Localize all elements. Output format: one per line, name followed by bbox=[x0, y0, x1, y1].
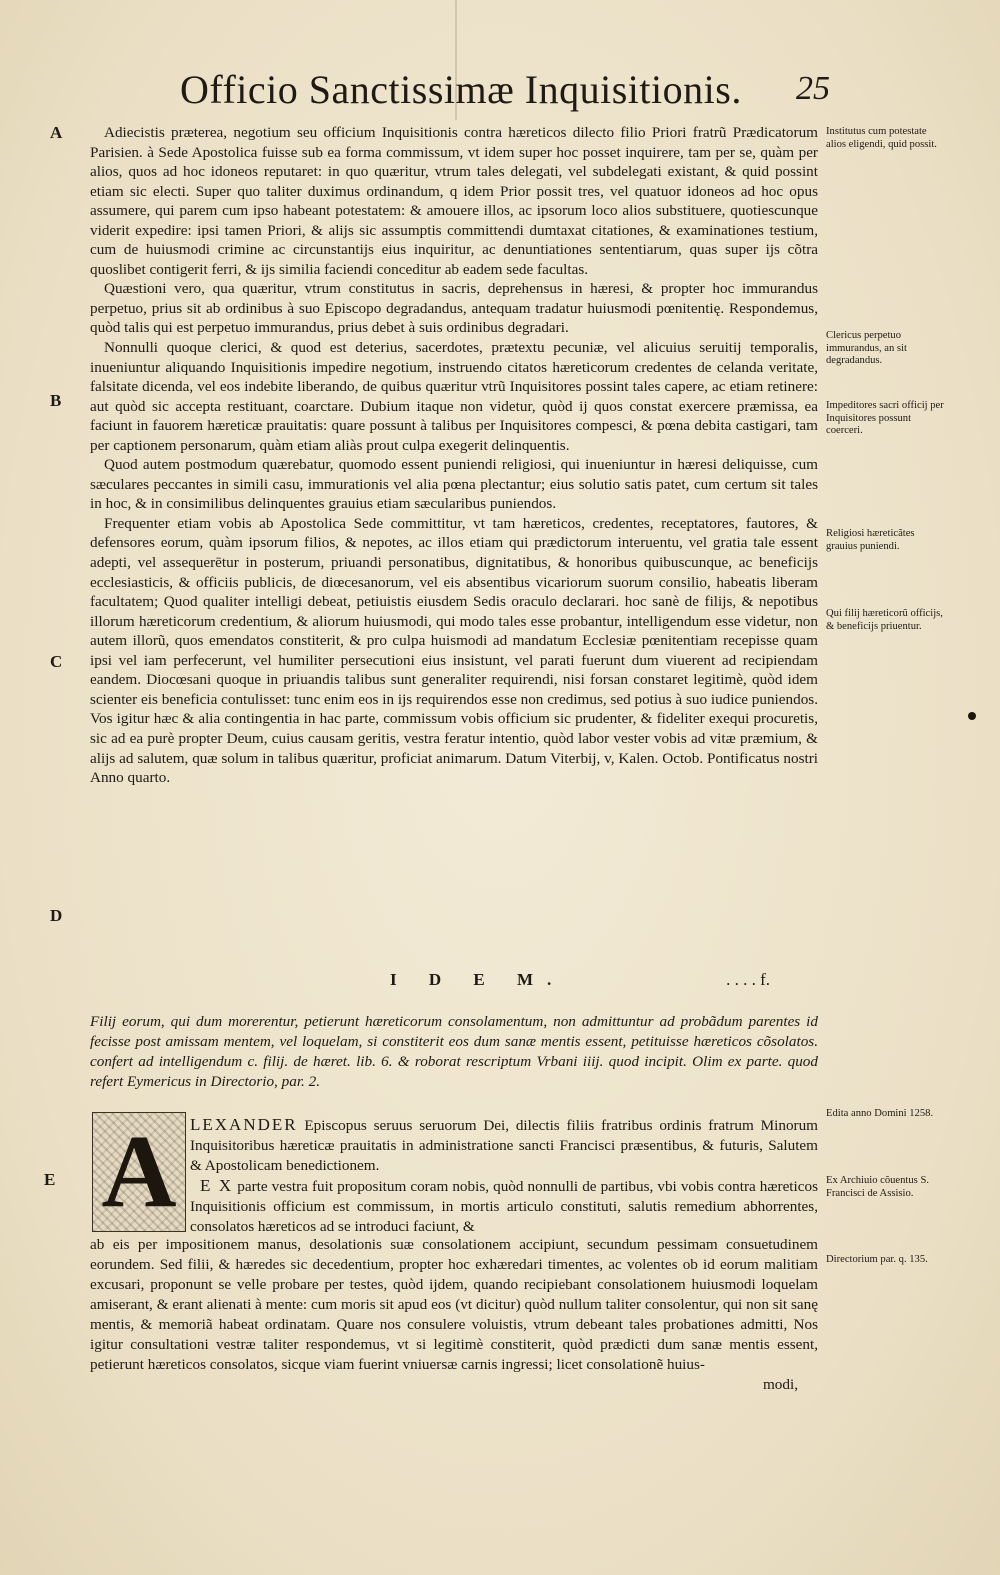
page-number: 25 bbox=[796, 70, 830, 107]
catchword: modi, bbox=[762, 1376, 798, 1393]
main-text bbox=[90, 123, 818, 788]
paragraph-impeders: Nonnulli quoque clerici, & quod est deterius, sacerdotes, prætextu pecuniæ, vel alicuius seruitij temporalis, inueniuntur aliquando Inquisitionis impedire negotium, instruendo citatos hæreticorum credentes de celanda veritate, falsitate dicenda, vel eos indebite liberando, de quibus quæritur vtrũ Inquisitores possint tales capere, ac etiam retinere: aut quòd sic accepta restituant, coarctare. Dubium itaque non videtur, quòd ij quos constat exercere præmissa, ea faciunt in fauorem hæreticæ prauitatis: quare possunt à talibus per Inquisitores compesci, & pœna debita castigari, tam per captionem personarum, quàm etiam aliàs prout culpa exegerit delinquentis. bbox=[90, 339, 818, 454]
idem-heading: I D E M. bbox=[390, 970, 566, 989]
decorated-initial bbox=[92, 1112, 186, 1232]
side-note-directorium: Directorium par. q. 135. bbox=[826, 1254, 928, 1265]
paragraph-degradation: Quæstioni vero, qua quæritur, vtrum constitutus in sacris, deprehensus in hæresi, & propter hoc immurandus perpetuo, prius sit ab ordinibus à suo Episcopo degradandus, antequam tradatur huiusmodi pœnitentię. Respondemus, quòd talis qui est perpetuo immurandus, prius debet à suis ordinibus degradari. bbox=[90, 280, 818, 337]
side-note-deprivation: Qui filij hæreticorũ officijs, & beneficijs priuentur. bbox=[826, 608, 943, 632]
bull-opening bbox=[190, 1115, 818, 1237]
section-marker-b: B bbox=[50, 391, 62, 410]
initial-letter: A bbox=[101, 1114, 177, 1229]
running-title: Officio Sanctissimæ Inquisitionis. bbox=[180, 67, 742, 112]
paragraph-deprivation: Frequenter etiam vobis ab Apostolica Sede committitur, vt tam hæreticos, credentes, receptatores, fautores, & defensores eorum, quàm ipsorum filios, & nepotes, ac illos etiam qui prædictorum interuentu, vel gratia tale essent adepti, vel assequerētur in posterum, priuandi personatibus, dignitatibus, & honoribus quibuscunque, ac beneficijs ecclesiasticis, & officiis publicis, de diœcesanorum, vel eis absentibus vicariorum suorum consilio, habeatis liberam facultatem; Quod qualiter intelligi debeat, petiuistis eiusdem Sedis oraculo declarari. hoc sanè de filijs, & nepotibus illorum hæreticorum credentium, & aliorum huiusmodi, qui modo tales esse probantur, intelligendum esse videtur, non autem illorũ, quos emendatos constiterit, & pro culpa huismodi ad mandatum Ecclesiæ pœnitentiam recepisse quam ipsi vel iam perfecerunt, vel humiliter persecutioni eius insistunt, vel parati fuerunt dum viuerent ad recipiendam eandem. Diocœsani quoque in priuandis talibus sunt generaliter requirendi, nisi forsan constaret legitimè, quòd idem scienter eis beneficia contulisset: tunc enim eos in ijs requirendos esse non credimus, sed potius à suo iudice puniendos. Vos igitur hæc & alia contingentia in hac parte, commissum vobis officium sic prudenter, & fideliter exequi procuretis, sic ad ea purè propter Deum, cuius causam geritis, vestra feratur intentio, quòd labor vester vobis ad vitæ præmium, & alijs ad salutem, quæ solum in talibus quæritur, proficiat animarum. Datum Viterbij, v, Kalen. Octob. Pontificatus nostri Anno quarto. bbox=[90, 514, 818, 787]
side-note-delegation: Institutus cum potestate alios eligendi, quid possit. bbox=[826, 126, 937, 150]
side-note-date: Edita anno Domini 1258. bbox=[826, 1108, 934, 1119]
bull-body bbox=[90, 1235, 818, 1395]
paragraph-religious: Quod autem postmodum quærebatur, quomodo essent puniendi religiosi, qui inueniuntur in hæresi deliquisse, cum sæculares peccantes in simili casu, immurationis vel alia pœna plectantur; eius solutio satis patet, cum certum sit tales in hoc, & in consimilibus delinquentes grauius etiam sæcularibus puniendos. bbox=[90, 456, 818, 513]
side-note-archive: Ex Archiuio cõuentus S. Francisci de Assisio. bbox=[826, 1175, 929, 1199]
idem-heading-line bbox=[90, 970, 818, 996]
section-marker-c: C bbox=[50, 652, 63, 671]
bull-name-caps: LEXANDER bbox=[190, 1115, 298, 1134]
margin-dot bbox=[968, 712, 976, 720]
running-header bbox=[180, 66, 830, 120]
section-marker-a: A bbox=[50, 123, 63, 142]
paragraph-delegation: Adiecistis præterea, negotium seu officium Inquisitionis contra hæreticos dilecto filio Priori fratrũ Prædicatorum Parisien. à Sede Apostolica fuisse sub ea forma commissum, vt idem super hoc posset inquirere, tam per se, quàm per alios, quos ad hoc idoneos reputaret: in quo quæritur, vtrum tales delegati, vel subdelegati existant, & quid possint etiam sic electi. Super quo taliter duximus ordinandum, q idem Prior possit tres, vel quatuor idoneos ad hoc opus assumere, qui parem cum ipso habeant potestatem: & amouere illos, ac ipsorum loco alios substituere, quotiescunque viderit expedire: ipsi tamen Priori, & alijs sic assumptis committendi dumtaxat citationes, & examinationes testium, cum de huiusmodi crimine ac circunstantijs eius inquiritur, ac denuntiationes sententiarum, quas super ijs cõtra quoslibet contigerit ferri, & ijs similia faciendi conceditur ab eadem sede facultas. bbox=[90, 124, 818, 278]
side-note-religious: Religiosi hæreticãtes grauius puniendi. bbox=[826, 528, 915, 552]
bull-salutation: Episcopus seruus seruorum Dei, dilectis filiis fratribus ordinis fratrum Minorum Inquisitoribus hæreticæ prauitatis in administratione sancti Francisci præsentibus, & futuris, Salutem & Apostolicam benedictionem. bbox=[190, 1117, 818, 1174]
side-note-degradation: Clericus perpetuo immurandus, an sit degradandus. bbox=[826, 330, 907, 366]
signature-dots: . . . . f. bbox=[726, 970, 770, 989]
bull-body-text: ab eis per impositionem manus, desolationis suæ consolationem accipiunt, secundum pessimam consuetudinem eorundem. Sed filii, & hæredes sic decedentium, propter hoc exhæredari timentes, ac volentes ob id eorum malitiam excusari, proponunt se velle probare per testes, quòd ijdem, quando recipiebant consolationem huiusmodi loquelam amiserant, & erant alienati à mente: cum moris sit apud eos (vt dicitur) quòd nullum taliter consolentur, qui non sit sanę mentis, & memoriã habeat ordinatam. Quare nos consulere voluistis, vtrum debeant tales probationes admitti, Nos igitur consultationi vestræ taliter respondemus, vt si legitimè constiterit, quòd prædicti dum sanæ mentis essent, petierunt hæreticos consolatos, sicque viam fuerint vniuersæ carnis ingressi; licet consolationẽ huius- bbox=[90, 1236, 818, 1373]
bull-ex-text: parte vestra fuit propositum coram nobis, quòd nonnulli de partibus, vbi vobis contra hæreticos Inquisitionis officium est commissum, in mortis articulo constituti, salutis remedium abhorrentes, consolatos hæreticos ad se introduci faciunt, & bbox=[190, 1178, 818, 1235]
summary-italic: Filij eorum, qui dum morerentur, petierunt hæreticorum consolamentum, non admittuntur ad probãdum parentes id fecisse post amissam mentem, vel loquelam, si constiterit eos dum sanæ mentis essent, petituisse hæreticos cõsolatos. confert ad intelligendum c. filij. de hæret. lib. 6. & roborat rescriptum Vrbani iiij. quod incipit. Olim ex parte. quod refert Eymericus in Directorio, par. 2. bbox=[90, 1013, 818, 1090]
section-marker-d: D bbox=[50, 906, 63, 925]
side-note-impeders: Impeditores sacri officij per Inquisitores possunt coerceri. bbox=[826, 400, 944, 436]
bull-ex-caps: E X bbox=[200, 1176, 234, 1195]
section-marker-e: E bbox=[44, 1170, 56, 1189]
